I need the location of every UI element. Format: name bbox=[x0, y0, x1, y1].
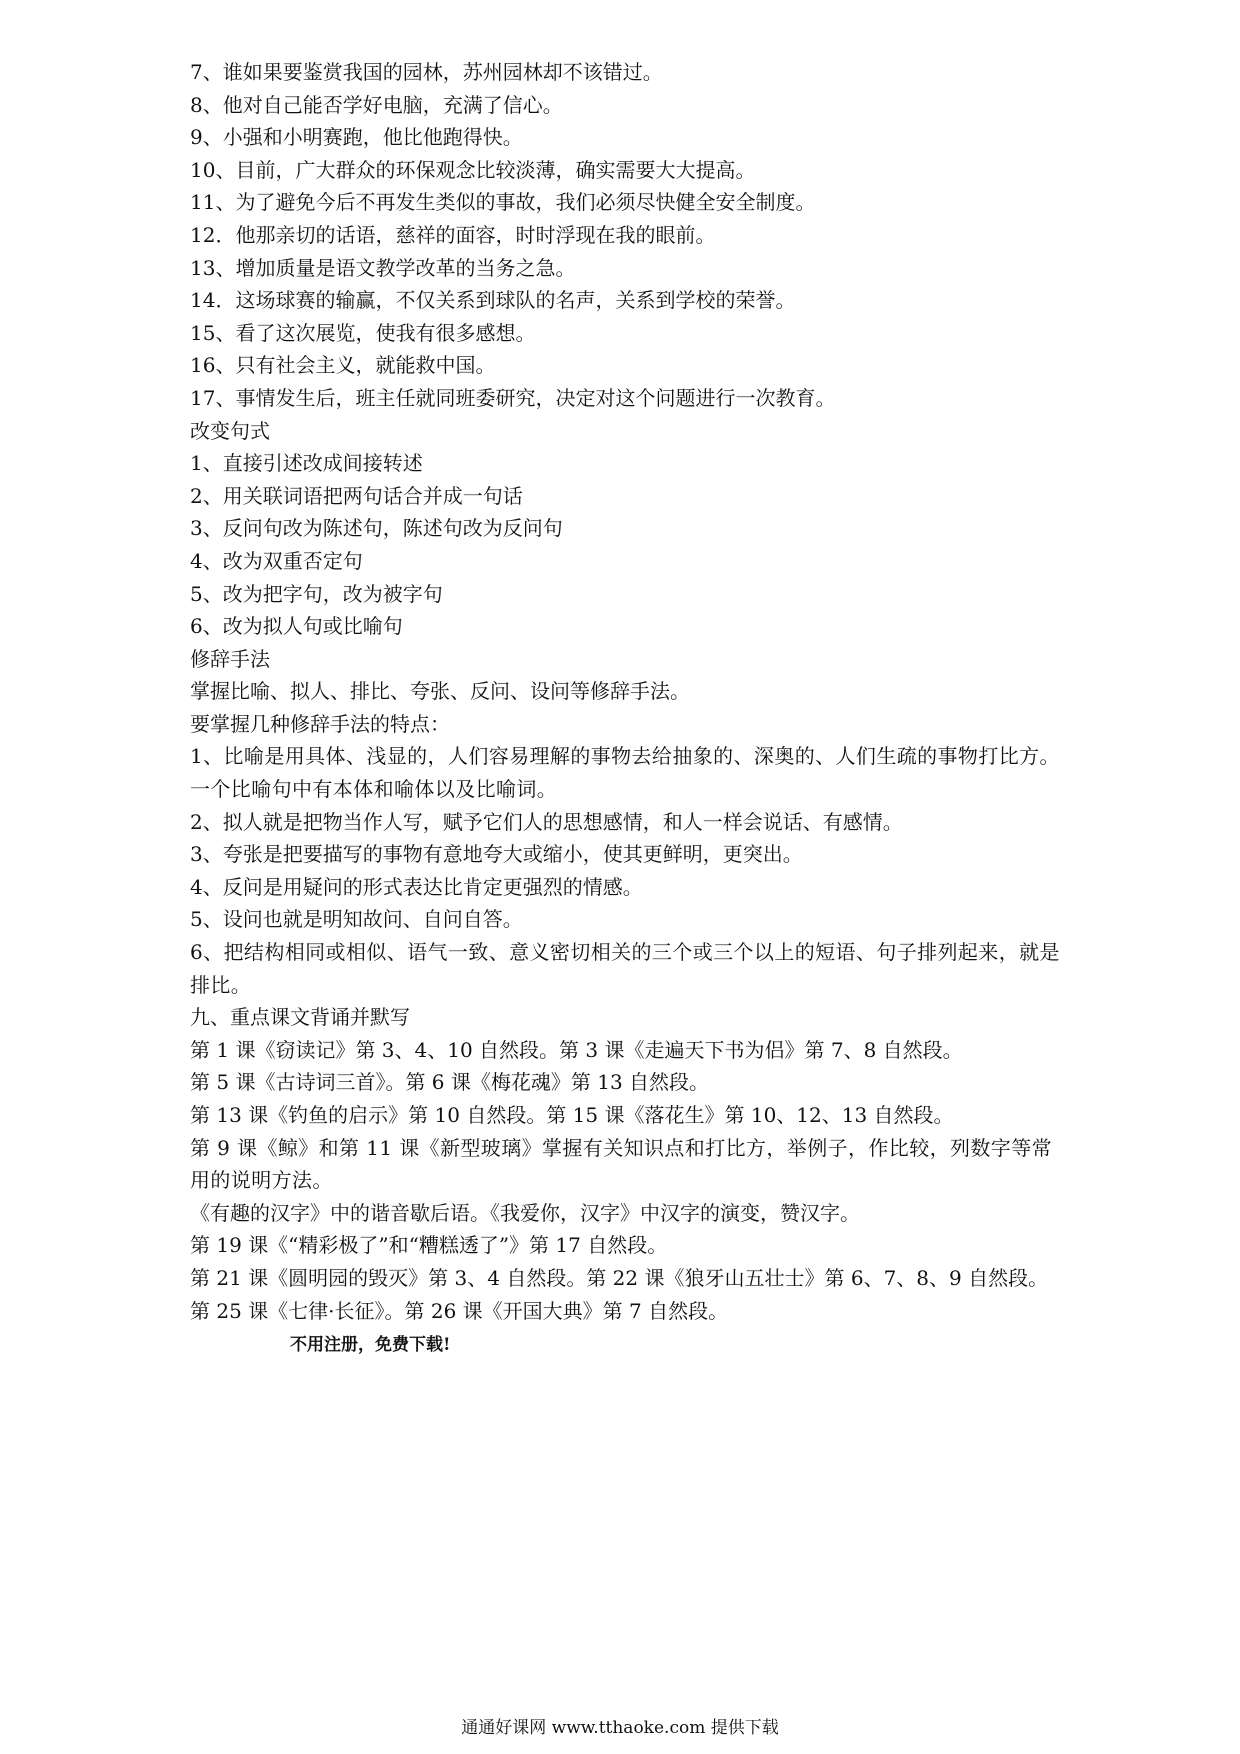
rhetoric-features-heading: 要掌握几种修辞手法的特点： bbox=[190, 711, 450, 736]
list-item: 第 9 课《鲸》和第 11 课《新型玻璃》掌握有关知识点和打比方，举例子，作比较，列数字等常用的说明方法。 bbox=[190, 1135, 1053, 1193]
sentence-item: 10、目前，广大群众的环保观念比较淡薄，确实需要大大提高。 bbox=[190, 157, 756, 182]
list-item: 2、用关联词语把两句话合并成一句话 bbox=[190, 483, 523, 508]
list-item: 6、把结构相同或相似、语气一致、意义密切相关的三个或三个以上的短语、句子排列起来，就是排比。 bbox=[190, 940, 1060, 997]
list-item: 4、反问是用疑问的形式表达比肯定更强烈的情感。 bbox=[190, 874, 643, 899]
list-item: 第 21 课《圆明园的毁灭》第 3、4 自然段。第 22 课《狼牙山五壮士》第 6、7、8、9 自然段。 bbox=[190, 1265, 1049, 1290]
list-item: 第 13 课《钓鱼的启示》第 10 自然段。第 15 课《落花生》第 10、12、13 自然段。 bbox=[190, 1103, 954, 1127]
download-notice: 不用注册，免费下载! bbox=[290, 1335, 451, 1355]
sentence-item: 7、谁如果要鉴赏我国的园林，苏州园林却不该错过。 bbox=[190, 60, 663, 84]
sentence-item: 15、看了这次展览，使我有很多感想。 bbox=[190, 320, 536, 345]
list-item: 第 25 课《七律·长征》。第 26 课《开国大典》第 7 自然段。 bbox=[190, 1298, 729, 1323]
list-item: 2、拟人就是把物当作人写，赋予它们人的思想感情，和人一样会说话、有感情。 bbox=[190, 809, 903, 834]
page-footer: 通通好课网 www.tthaoke.com 提供下载 bbox=[461, 1718, 779, 1738]
rhetoric-section bbox=[190, 643, 1070, 1002]
rhetoric-intro: 掌握比喻、拟人、排比、夸张、反问、设问等修辞手法。 bbox=[190, 679, 690, 704]
list-item: 《有趣的汉字》中的谐音歇后语。《我爱你，汉字》中汉字的演变，赞汉字。 bbox=[190, 1200, 860, 1225]
document-body bbox=[190, 56, 1070, 1327]
section-heading: 修辞手法 bbox=[190, 646, 270, 671]
list-item: 5、设问也就是明知故问、自问自答。 bbox=[190, 907, 523, 932]
list-item: 5、改为把字句，改为被字句 bbox=[190, 581, 443, 606]
section-heading: 九、重点课文背诵并默写 bbox=[190, 1005, 410, 1030]
sentence-list bbox=[190, 56, 1070, 415]
list-item: 3、反问句改为陈述句，陈述句改为反问句 bbox=[190, 516, 563, 541]
recitation-section bbox=[190, 1001, 1070, 1327]
list-item: 第 19 课《“精彩极了”和“糟糕透了”》第 17 自然段。 bbox=[190, 1233, 668, 1258]
sentence-item: 12．他那亲切的话语，慈祥的面容，时时浮现在我的眼前。 bbox=[190, 222, 716, 247]
list-item: 第 5 课《古诗词三首》。第 6 课《梅花魂》第 13 自然段。 bbox=[190, 1070, 710, 1095]
sentence-item: 9、小强和小明赛跑，他比他跑得快。 bbox=[190, 125, 523, 150]
sentence-item: 8、他对自己能否学好电脑，充满了信心。 bbox=[190, 92, 563, 117]
sentence-item: 14．这场球赛的输赢，不仅关系到球队的名声，关系到学校的荣誉。 bbox=[190, 288, 796, 313]
list-item: 第 1 课《窃读记》第 3、4、10 自然段。第 3 课《走遍天下书为侣》第 7、8 自然段。 bbox=[190, 1037, 963, 1062]
sentence-forms-section bbox=[190, 415, 1070, 643]
sentence-item: 16、只有社会主义，就能救中国。 bbox=[190, 353, 496, 378]
list-item: 3、夸张是把要描写的事物有意地夸大或缩小，使其更鲜明，更突出。 bbox=[190, 842, 803, 867]
list-item: 4、改为双重否定句 bbox=[190, 548, 363, 573]
sentence-item: 17、事情发生后，班主任就同班委研究，决定对这个问题进行一次教育。 bbox=[190, 385, 836, 410]
list-item: 1、直接引述改成间接转述 bbox=[190, 451, 423, 476]
list-item: 1、比喻是用具体、浅显的，人们容易理解的事物去给抽象的、深奥的、人们生疏的事物打比方。一个比喻句中有本体和喻体以及比喻词。 bbox=[190, 744, 1060, 802]
list-item: 6、改为拟人句或比喻句 bbox=[190, 614, 403, 639]
sentence-item: 13、增加质量是语文教学改革的当务之急。 bbox=[190, 255, 576, 280]
section-heading: 改变句式 bbox=[190, 418, 270, 443]
sentence-item: 11、为了避免今后不再发生类似的事故，我们必须尽快健全安全制度。 bbox=[190, 190, 816, 215]
